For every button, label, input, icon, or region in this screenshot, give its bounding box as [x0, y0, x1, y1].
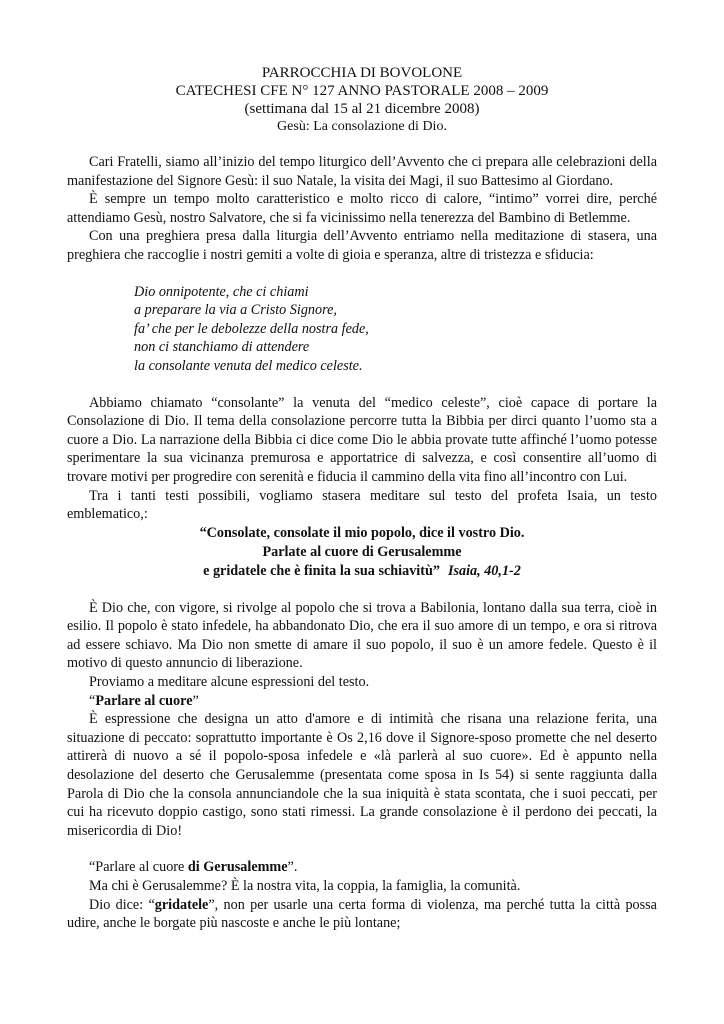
quote-line: Parlate al cuore di Gerusalemme — [262, 543, 462, 560]
text-segment: Dio dice: “ — [89, 896, 155, 913]
emphasis-text: Parlare al cuore — [95, 692, 193, 709]
paragraph: Con una preghiera presa dalla liturgia dell’Avvento entriamo nella meditazione di stasera, una preghiera che raccoglie i nostri gemiti a volte di gioia e speranza, altre di tristezza e sfiducia: — [67, 228, 657, 263]
spacer — [67, 135, 657, 153]
spacer — [67, 840, 657, 858]
quote-mark: ” — [192, 692, 199, 709]
emphasis-text: di Gerusalemme — [187, 859, 288, 876]
document-header — [67, 64, 657, 135]
scripture-quote — [67, 524, 657, 581]
document-page — [67, 64, 657, 933]
paragraph: È espressione che designa un atto d'amore e di intimità che risana una relazione ferita, una situazione di peccato: soprattutto importante è Os 2,16 dove il Signore-sposo promette che nel deserto attirerà di nuovo a sé il popolo-sposa infedele e «là parlerà al suo cuore». Ed è appunto nella desolazione del deserto che Gerusalemme (presentata come sposa in Is 54) si sente raggiunta dalla Parola di Dio che la consola annunciandole che la sua iniquità è stata scontata, che i suoi peccati, per cui ha ricevuto doppio castigo, sono stati rimessi. La grande consolazione è il perdono dei peccati, la misericordia di Dio! — [67, 711, 657, 839]
poem-line: a preparare la via a Cristo Signore, — [134, 302, 337, 319]
week-dates: (settimana dal 15 al 21 dicembre 2008) — [244, 101, 480, 117]
quote-line-text: e gridatele che è finita la sua schiavitù” — [203, 562, 440, 579]
text-segment: “Parlare al cuore — [89, 859, 188, 876]
emphasis-text: gridatele — [154, 896, 209, 913]
poem-line: Dio onnipotente, che ci chiami — [134, 283, 309, 300]
spacer — [67, 265, 657, 283]
paragraph — [67, 692, 657, 711]
quote-mark: “ — [89, 692, 96, 709]
paragraph: È sempre un tempo molto caratteristico e molto ricco di calore, “intimo” vorrei dire, perché attendiamo Gesù, nostro Salvatore, che si fa vicinissimo nella tenerezza del Bambino di Betlemme. — [67, 191, 657, 226]
poem-line: fa’ che per le debolezze della nostra fede, — [134, 320, 369, 337]
paragraph — [67, 858, 657, 877]
document-subtitle: Gesù: La consolazione di Dio. — [277, 119, 447, 134]
paragraph — [67, 896, 657, 933]
paragraph: Proviamo a meditare alcune espressioni del testo. — [89, 674, 370, 691]
paragraph: È Dio che, con vigore, si rivolge al popolo che si trova a Babilonia, lontano dalla sua terra, cioè in esilio. Il popolo è stato infedele, ha abbandonato Dio, che era il suo amore di un tempo, e ora si ritrova ad essere schiavo. Ma Dio non smette di amare il suo popolo, il suo è un amore fedele. Questo è il motivo di questo annuncio di liberazione. — [67, 599, 657, 672]
text-segment: ”. — [287, 859, 298, 876]
paragraph: Ma chi è Gerusalemme? È la nostra vita, la coppia, la famiglia, la comunità. — [89, 878, 521, 894]
scripture-reference: Isaia, 40,1-2 — [447, 562, 521, 579]
poem-line: non ci stanchiamo di attendere — [134, 339, 310, 356]
spacer — [67, 376, 657, 394]
parish-title: PARROCCHIA DI BOVOLONE — [261, 65, 463, 81]
spacer — [67, 581, 657, 599]
paragraph: Tra i tanti testi possibili, vogliamo stasera meditare sul testo del profeta Isaia, un testo emblematico,: — [67, 487, 657, 523]
quote-line: “Consolate, consolate il mio popolo, dice il vostro Dio. — [199, 524, 525, 541]
catechesis-title: CATECHESI CFE N° 127 ANNO PASTORALE 2008 – 2009 — [175, 83, 549, 99]
paragraph: Abbiamo chiamato “consolante” la venuta del “medico celeste”, cioè capace di portare la Consolazione di Dio. Il tema della consolazione percorre tutta la Bibbia per dirci quanto l’uomo sta a cuore a Dio. La narrazione della Bibbia ci dice come Dio le abbia provate tutte affinché l’uomo potesse sperimentare la sua vicinanza premurosa e apportatrice di salvezza, e così consentire all’uomo di trovare motivi per progredire con serenità e fiducia il cammino della vita fino all’incontro con Lui. — [67, 394, 657, 485]
quote-line — [67, 562, 657, 581]
prayer-poem — [134, 283, 657, 376]
paragraph: Cari Fratelli, siamo all’inizio del tempo liturgico dell’Avvento che ci prepara alle celebrazioni della manifestazione del Signore Gesù: il suo Natale, la visita dei Magi, il suo Battesimo al Giordano. — [67, 154, 657, 189]
poem-line: la consolante venuta del medico celeste. — [134, 357, 363, 374]
text-segment: ”, non per usarle una certa forma di violenza, ma perché tutta la città possa udire, anche le borgate più nascoste e anche le più lontane; — [67, 896, 657, 932]
